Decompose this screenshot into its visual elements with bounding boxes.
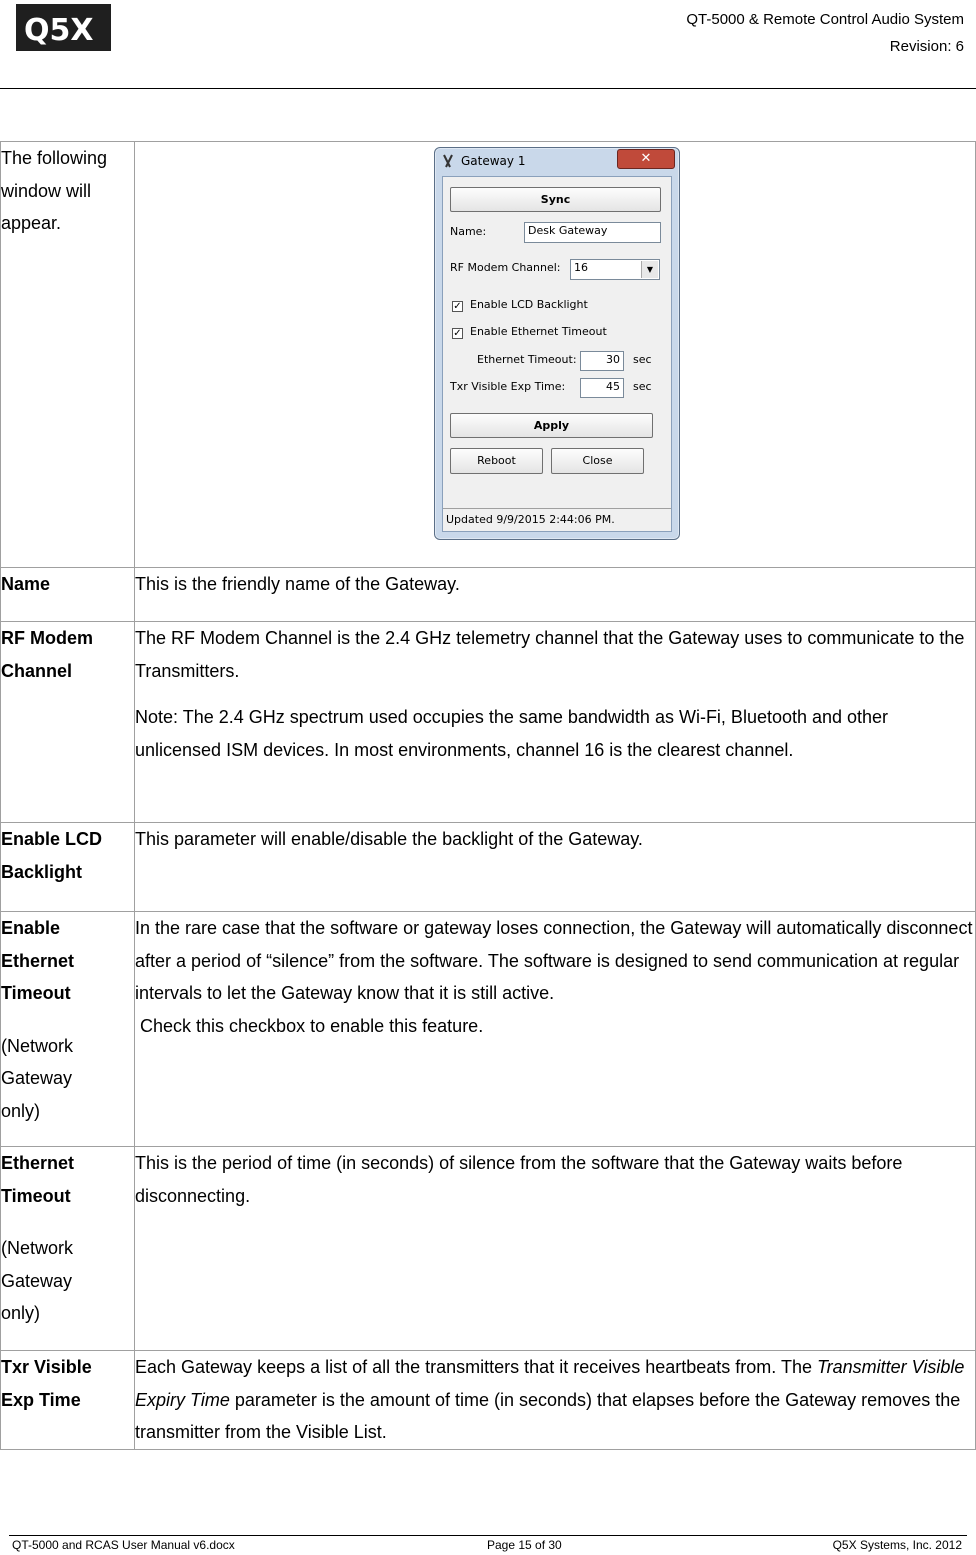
ethernet-timeout-label: Ethernet Timeout:	[477, 353, 577, 366]
txr-exp-input[interactable]: 45	[580, 378, 624, 398]
lcd-param-desc: This parameter will enable/disable the backlight of the Gateway.	[135, 823, 976, 912]
lcd-param-label	[1, 823, 135, 912]
eth-enable-param-desc	[135, 912, 976, 1147]
dialog-title: Gateway 1	[461, 154, 526, 168]
label-line: Enable	[1, 918, 61, 938]
channel-label: RF Modem Channel:	[450, 261, 561, 274]
table-row	[1, 1147, 976, 1351]
channel-value: 16	[574, 261, 588, 274]
chevron-down-icon[interactable]: ▼	[641, 261, 658, 278]
ethernet-timeout-unit: sec	[633, 353, 652, 366]
reboot-button[interactable]: Reboot	[450, 448, 543, 474]
eth-timeout-param-desc: This is the period of time (in seconds) of silence from the software that the Gateway waits before disconnecting.	[135, 1147, 976, 1351]
rf-param-desc	[135, 622, 976, 823]
gateway-dialog	[434, 147, 680, 540]
table-row	[1, 622, 976, 823]
desc-paragraph: Note: The 2.4 GHz spectrum used occupies the same bandwidth as Wi-Fi, Bluetooth and other unlicensed ISM devices. In most environments, channel 16 is the clearest channel.	[135, 707, 889, 760]
channel-select[interactable]	[570, 259, 660, 280]
footer-divider	[9, 1535, 967, 1536]
doc-revision: Revision: 6	[889, 38, 964, 55]
note-line: Gateway	[1, 1270, 73, 1291]
name-label: Name:	[450, 225, 487, 238]
close-button[interactable]: Close	[551, 448, 644, 474]
note-line: (Network	[1, 1238, 74, 1258]
label-line: RF Modem	[1, 628, 93, 648]
ethernet-timeout-checkbox[interactable]: ✓	[453, 328, 462, 339]
label-line: Channel	[1, 660, 73, 681]
desc-emphasis: Transmitter Visible Expiry Time	[135, 1357, 965, 1410]
desc-paragraph: In the rare case that the software or gateway loses connection, the Gateway will automatically disconnect after a period of “silence” from the software. The software is designed to send communication at regular intervals to let the Gateway know that it is still active.	[135, 918, 973, 1003]
table-row	[1, 568, 976, 622]
parameter-table	[0, 141, 976, 1450]
status-bar	[443, 508, 671, 531]
ethernet-timeout-input[interactable]: 30	[580, 351, 624, 371]
label-line: Ethernet	[1, 1153, 75, 1173]
q5x-logo	[16, 4, 111, 51]
label-line: Txr Visible	[1, 1357, 92, 1377]
apply-button[interactable]: Apply	[450, 413, 653, 438]
label-line: Exp Time	[1, 1389, 81, 1410]
name-input[interactable]: Desk Gateway	[524, 222, 661, 243]
dialog-body	[442, 176, 672, 532]
intro-text: The following window will appear.	[1, 148, 108, 233]
desc-paragraph: The RF Modem Channel is the 2.4 GHz telemetry channel that the Gateway uses to communicate to the Transmitters.	[135, 628, 965, 681]
header-divider	[0, 88, 976, 89]
txr-exp-label: Txr Visible Exp Time:	[450, 380, 566, 393]
header-info	[686, 6, 964, 60]
status-text: Updated 9/9/2015 2:44:06 PM.	[446, 513, 615, 526]
txr-param-desc	[135, 1351, 976, 1450]
lcd-backlight-checkbox[interactable]: ✓	[453, 301, 462, 312]
desc-text: Each Gateway keeps a list of all the transmitters that it receives heartbeats from. The	[135, 1357, 817, 1377]
logo-mark	[22, 11, 106, 45]
eth-enable-param-label	[1, 912, 135, 1147]
txr-param-label	[1, 1351, 135, 1450]
label-line: Timeout	[1, 1185, 71, 1206]
rf-param-label	[1, 622, 135, 823]
note-line: Gateway	[1, 1068, 73, 1088]
name-param-desc: This is the friendly name of the Gateway.	[135, 568, 976, 622]
lcd-backlight-label: Enable LCD Backlight	[470, 298, 588, 311]
screenshot-cell	[135, 142, 976, 568]
footer-copyright: Q5X Systems, Inc. 2012	[832, 1538, 962, 1552]
note-line: only)	[1, 1303, 41, 1323]
window-close-button[interactable]: ✕	[617, 149, 675, 169]
eth-timeout-param-label	[1, 1147, 135, 1351]
table-row	[1, 1351, 976, 1450]
desc-paragraph: Check this checkbox to enable this feature.	[135, 1015, 484, 1036]
table-row	[1, 912, 976, 1147]
label-line: Ethernet	[1, 950, 75, 971]
doc-title: QT-5000 & Remote Control Audio System	[686, 11, 964, 28]
label-line: Enable LCD	[1, 829, 103, 849]
footer-filename: QT-5000 and RCAS User Manual v6.docx	[12, 1538, 235, 1552]
table-row	[1, 823, 976, 912]
label-line: Timeout	[1, 983, 71, 1003]
table-row	[1, 142, 976, 568]
name-param-label: Name	[1, 568, 135, 622]
footer-page-number: Page 15 of 30	[487, 1538, 562, 1552]
note-line: only)	[1, 1100, 41, 1121]
intro-cell	[1, 142, 135, 568]
desc-text: parameter is the amount of time (in seconds) that elapses before the Gateway removes the transmitter from the Visible List.	[135, 1389, 961, 1442]
logo-text: Q5X	[23, 12, 94, 45]
gateway-icon	[441, 154, 455, 168]
ethernet-timeout-enable-label: Enable Ethernet Timeout	[470, 325, 607, 338]
txr-exp-unit: sec	[633, 380, 652, 393]
label-line: Backlight	[1, 861, 83, 882]
note-line: (Network	[1, 1035, 74, 1056]
sync-button[interactable]: Sync	[450, 187, 661, 212]
